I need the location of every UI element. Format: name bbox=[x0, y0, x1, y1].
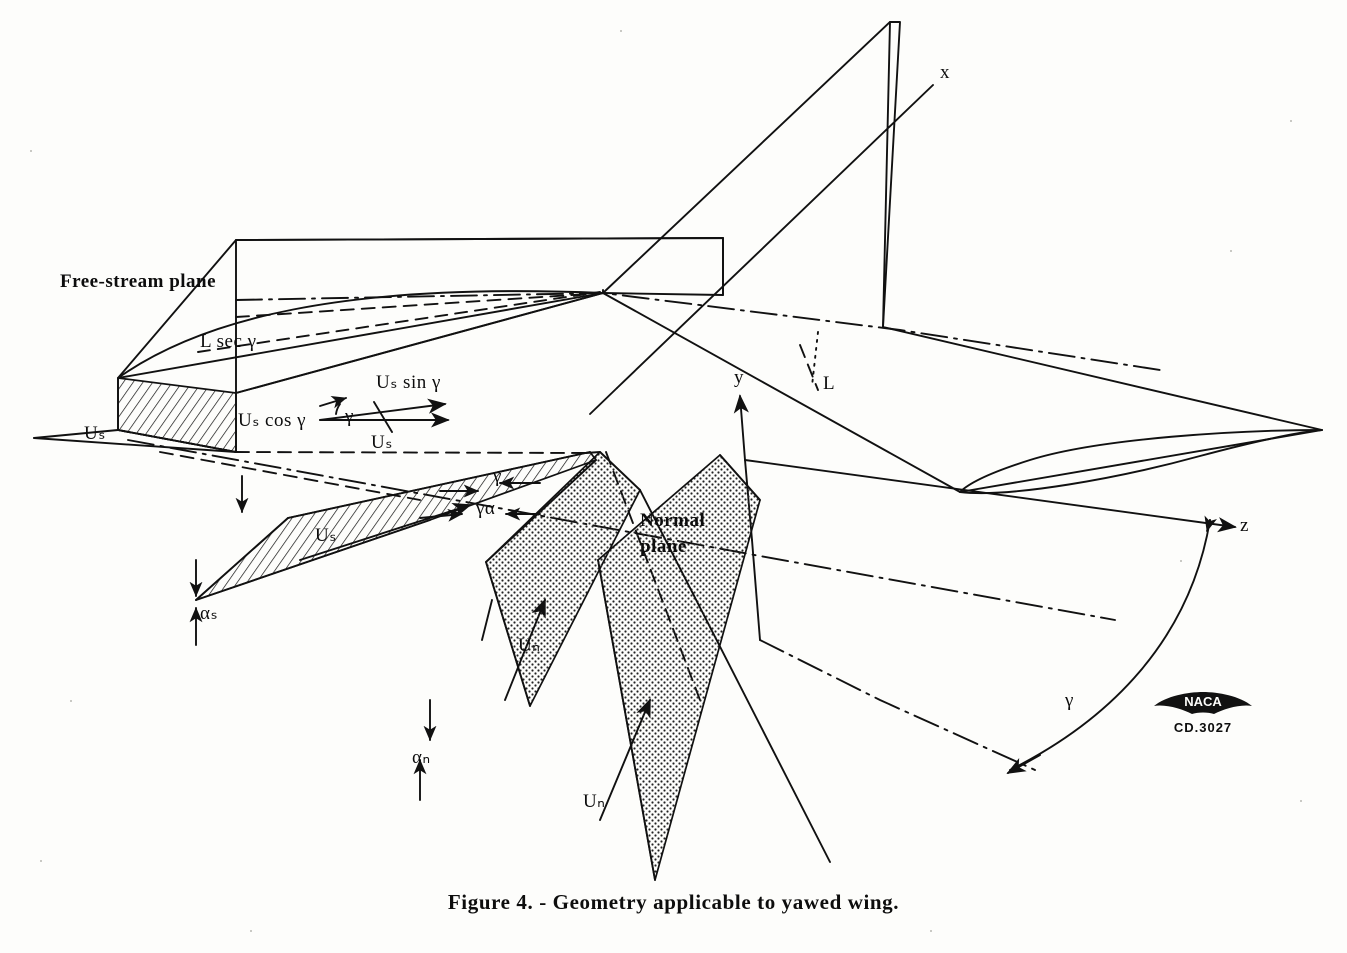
figure-caption: Figure 4. - Geometry applicable to yawed wing. bbox=[447, 890, 900, 914]
label-normal-plane-line1: Normal bbox=[640, 510, 706, 531]
label-free-stream-plane: Free-stream plane bbox=[60, 271, 217, 292]
label-us-left: Uₛ bbox=[84, 423, 106, 444]
label-gamma-upper: γ bbox=[493, 466, 502, 487]
svg-text:NACA: NACA bbox=[1184, 694, 1222, 709]
label-us-cos-gamma: Uₛ cos γ bbox=[238, 410, 307, 431]
drawing-number: CD.3027 bbox=[1173, 720, 1233, 735]
label-axis-z: z bbox=[1240, 515, 1249, 536]
label-gamma-flow: γ bbox=[345, 406, 354, 427]
label-axis-x: x bbox=[940, 62, 950, 83]
label-un-lower: Uₙ bbox=[583, 791, 606, 812]
label-axis-y: y bbox=[734, 367, 744, 388]
label-l-sec-gamma: L sec γ bbox=[200, 331, 257, 352]
label-alpha-s: αₛ bbox=[200, 603, 219, 624]
label-un-mid: Uₙ bbox=[518, 635, 541, 656]
label-us-vector: Uₛ bbox=[371, 432, 393, 453]
label-alpha-n: αₙ bbox=[412, 747, 431, 768]
naca-stamp bbox=[1148, 692, 1258, 735]
label-gamma-yaw: γ bbox=[1065, 690, 1074, 711]
label-lift-l: L bbox=[823, 373, 836, 394]
label-gamma-alpha: γα bbox=[476, 498, 496, 519]
label-normal-plane-line2: plane bbox=[640, 536, 687, 557]
label-us-sin-gamma: Uₛ sin γ bbox=[376, 372, 441, 393]
label-us-streamwise: Uₛ bbox=[315, 525, 337, 546]
